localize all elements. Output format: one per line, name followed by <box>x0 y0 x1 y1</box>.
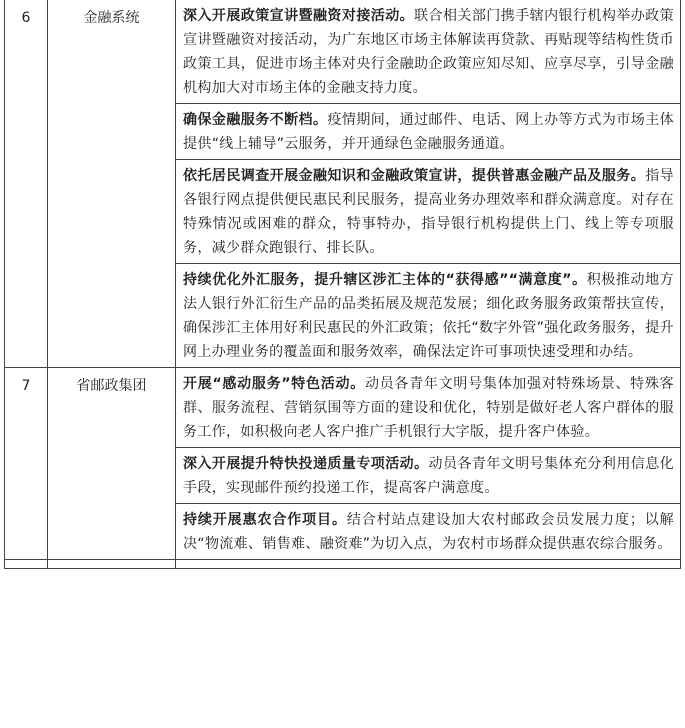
measure-title: 深入开展政策宣讲暨融资对接活动。 <box>183 8 415 24</box>
measure-item <box>176 264 681 368</box>
measure-title: 依托居民调查开展金融知识和金融政策宣讲，提供普惠金融产品及服务。 <box>183 168 646 184</box>
measure-item <box>176 160 681 264</box>
measure-item <box>176 504 681 560</box>
measure-item <box>176 104 681 160</box>
unit-name: 金融系统 <box>48 0 176 368</box>
measure-text: 疫情期间，通过邮件、电话、网上办等方式为市场主体提供“线上辅导”云服务，并开通绿色金融服务通道。 <box>183 112 674 152</box>
measure-title: 深入开展提升特快投递质量专项活动。 <box>183 456 429 472</box>
measure-item <box>176 448 681 504</box>
measure-text: 动员各青年文明号集体充分利用信息化手段，实现邮件预约投递工作，提高客户满意度。 <box>183 456 674 496</box>
table-row-continuation <box>5 560 681 569</box>
row-number: 7 <box>5 368 48 560</box>
unit-name: 省邮政集团 <box>48 368 176 560</box>
empty-cell <box>48 560 176 569</box>
measure-text: 指导各银行网点提供便民惠民利民服务，提高业务办理效率和群众满意度。对存在特殊情况或困难的群众，特事特办，指导银行机构提供上门、线上等专项服务，减少群众跑银行、排长队。 <box>183 168 674 256</box>
measure-title: 持续开展惠农合作项目。 <box>183 512 347 528</box>
measure-title: 开展“感动服务”特色活动。 <box>183 376 365 392</box>
empty-cell <box>5 560 48 569</box>
table-row <box>5 368 681 448</box>
measure-text: 积极推动地方法人银行外汇衍生产品的品类拓展及规范发展；细化政务服务政策帮扶宣传，确保涉汇主体用好利民惠民的外汇政策；依托“数字外管”强化政务服务，提升网上办理业务的覆盖面和服务效率，确保法定许可事项快速受理和办结。 <box>183 272 675 360</box>
measure-text: 联合相关部门携手辖内银行机构举办政策宣讲暨融资对接活动，为广东地区市场主体解读再贷款、再贴现等结构性货币政策工具，促进市场主体对央行金融助企政策应知尽知、应享尽享，引导金融机构加大对市场主体的金融支持力度。 <box>183 8 674 96</box>
measure-item <box>176 0 681 104</box>
measure-text: 结合村站点建设加大农村邮政会员发展力度；以解决“物流难、销售难、融资难”为切入点，为农村市场群众提供惠农综合服务。 <box>183 512 674 552</box>
table-row <box>5 0 681 104</box>
measure-text: 动员各青年文明号集体加强对特殊场景、特殊客群、服务流程、营销氛围等方面的建设和优化，特别是做好老人客户群体的服务工作，如积极向老人客户推广手机银行大字版，提升客户体验。 <box>183 376 674 440</box>
measure-title: 确保金融服务不断档。 <box>183 112 328 128</box>
row-number: 6 <box>5 0 48 368</box>
measure-title: 持续优化外汇服务，提升辖区涉汇主体的“获得感”“满意度”。 <box>183 272 587 288</box>
measures-table <box>4 0 681 569</box>
measure-item <box>176 368 681 448</box>
empty-cell <box>176 560 681 569</box>
